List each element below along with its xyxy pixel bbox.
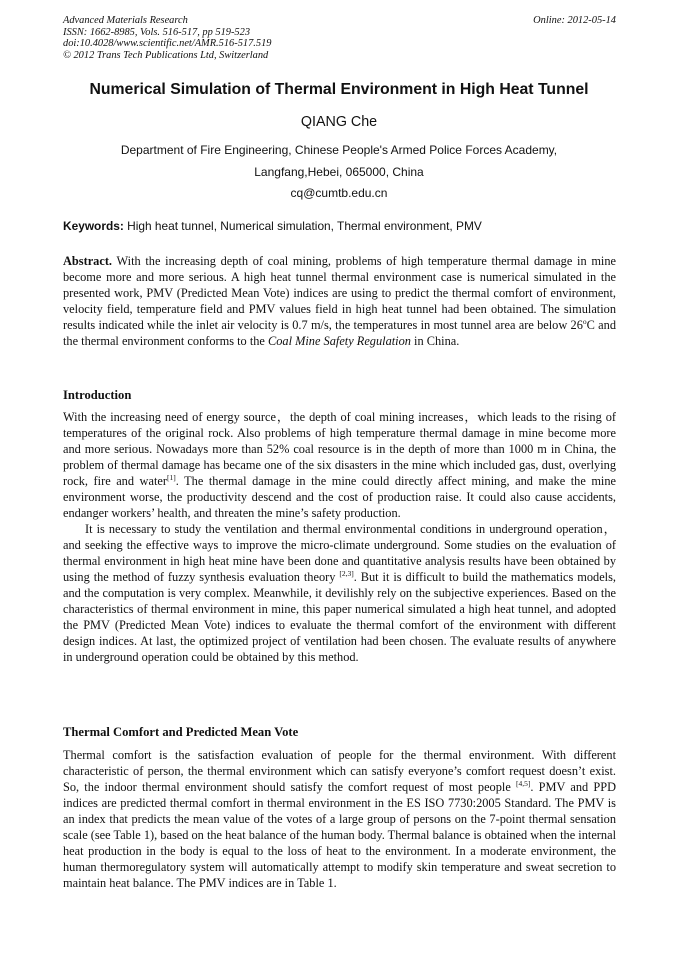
affiliation	[40, 140, 638, 205]
regulation-name: Coal Mine Safety Regulation	[268, 334, 411, 348]
keywords-label: Keywords:	[63, 219, 124, 233]
paper-title: Numerical Simulation of Thermal Environment in High Heat Tunnel	[89, 81, 589, 98]
copyright-line: © 2012 Trans Tech Publications Ltd, Switzerland	[63, 49, 269, 61]
keywords-text: High heat tunnel, Numerical simulation, Thermal environment, PMV	[123, 219, 482, 233]
thermal-comfort-section	[63, 747, 616, 891]
intro-p1-text-b: . The thermal damage in the mine could directly affect mining, and make the mine environment worse, the productivity descend and the cost of production raise. It could also cause accidents, endanger workers’ health, and threaten the mine’s safety production.	[63, 474, 617, 520]
introduction-heading: Introduction	[63, 388, 132, 402]
abstract-label: Abstract.	[63, 254, 113, 268]
doi-line: doi:10.4028/www.scientific.net/AMR.516-517.519	[63, 38, 272, 50]
affiliation-line-2: Langfang,Hebei, 065000, China	[254, 164, 424, 179]
introduction-paragraph-2	[63, 521, 616, 665]
affiliation-line-1: Department of Fire Engineering, Chinese People's Armed Police Forces Academy,	[120, 143, 558, 157]
thermal-text-b: . PMV and PPD indices are predicted thermal comfort in thermal environment in the ES ISO 7730:2005 Standard. The PMV is an index that predicts the mean value of the votes of a large group of persons on the 7-point thermal sensation scale (see Table 1), based on the heat balance of the human body. Thermal balance is obtained when the internal heat production in the body is equal to the loss of heat to the environment. In a moderate environment, the human thermoregulatory system will automatically attempt to modify skin temperature and sweat secretion to maintain heat balance. The PMV indices are in Table 1.	[63, 780, 616, 890]
author-name: QIANG Che	[300, 114, 378, 130]
thermal-comfort-heading: Thermal Comfort and Predicted Mean Vote	[63, 725, 299, 739]
thermal-text-a: Thermal comfort is the satisfaction evaluation of people for the thermal environment. With different characteristic of person, the thermal environment which can satisfy everyone’s comfort request doesn’t exist. So, the indoor thermal environment should satisfy the comfort request of most people	[63, 748, 616, 794]
abstract-text-2: C and the thermal environment conforms to the	[63, 318, 616, 348]
citation-4-5: [4,5]	[516, 779, 531, 788]
introduction-section	[63, 409, 616, 665]
keywords	[63, 219, 616, 233]
citation-2-3: [2,3]	[339, 569, 354, 578]
citation-1: [1]	[166, 473, 176, 482]
thermal-comfort-paragraph	[63, 747, 616, 891]
online-date: Online: 2012-05-14	[533, 15, 616, 26]
abstract-paragraph	[63, 253, 616, 349]
intro-p1-text-a: With the increasing need of energy source，the depth of coal mining increases，which leads to the rising of temperatures of the original rock. Also problems of high temperature thermal damage in mine become more and more serious. Nowadays more than 52% coal resource is in the depth of more than 1000 m in China, the problem of thermal damage has became one of the six disasters in the mine which included gas, dust, overlying rock, fire and water	[63, 410, 616, 488]
introduction-paragraph-1	[63, 409, 616, 521]
author-email: cq@cumtb.edu.cn	[290, 186, 388, 200]
journal-name: Advanced Materials Research	[63, 15, 188, 26]
issn-line: ISSN: 1662-8985, Vols. 516-517, pp 519-523	[63, 26, 251, 38]
abstract-text-1: With the increasing depth of coal mining, problems of high temperature thermal damage in mine become more and more serious. A high heat tunnel thermal environment case is numerical simulated in the presented work, PMV (Predicted Mean Vote) indices are using to predict the thermal comfort of environment, velocity field, temperature field and PMV values field in high heat tunnel had been obtained. The simulation results indicated while the inlet air velocity is 0.7 m/s, the temperatures in most tunnel area are below 26	[63, 254, 616, 332]
intro-p2-text-b: . But it is difficult to build the mathematics models, and the computation is very complex. Meanwhile, it devilishly rely on the subjective experiences. Based on the characteristics of thermal environment in mine, this paper numerical simulated a high heat tunnel, and adopted the PMV (Predicted Mean Vote) indices to evaluate the thermal comfort of the environment with different design indices. At last, the optimized project of ventilation had been chosen. The evaluate results of anywhere in underground operation could be obtained by this method.	[63, 570, 616, 664]
abstract-text-3: in China.	[410, 334, 460, 348]
journal-header	[63, 15, 616, 61]
degree-mark: o	[582, 317, 587, 326]
intro-p2-text-a: It is necessary to study the ventilation and thermal environmental conditions in underground operation，and seeking the effective ways to improve the micro-climate underground. Some studies on the evaluation of thermal environment in high heat mine have been done and quantitative analysis results have been obtained by using the method of fuzzy synthesis evaluation theory	[63, 522, 616, 584]
abstract	[63, 253, 616, 349]
